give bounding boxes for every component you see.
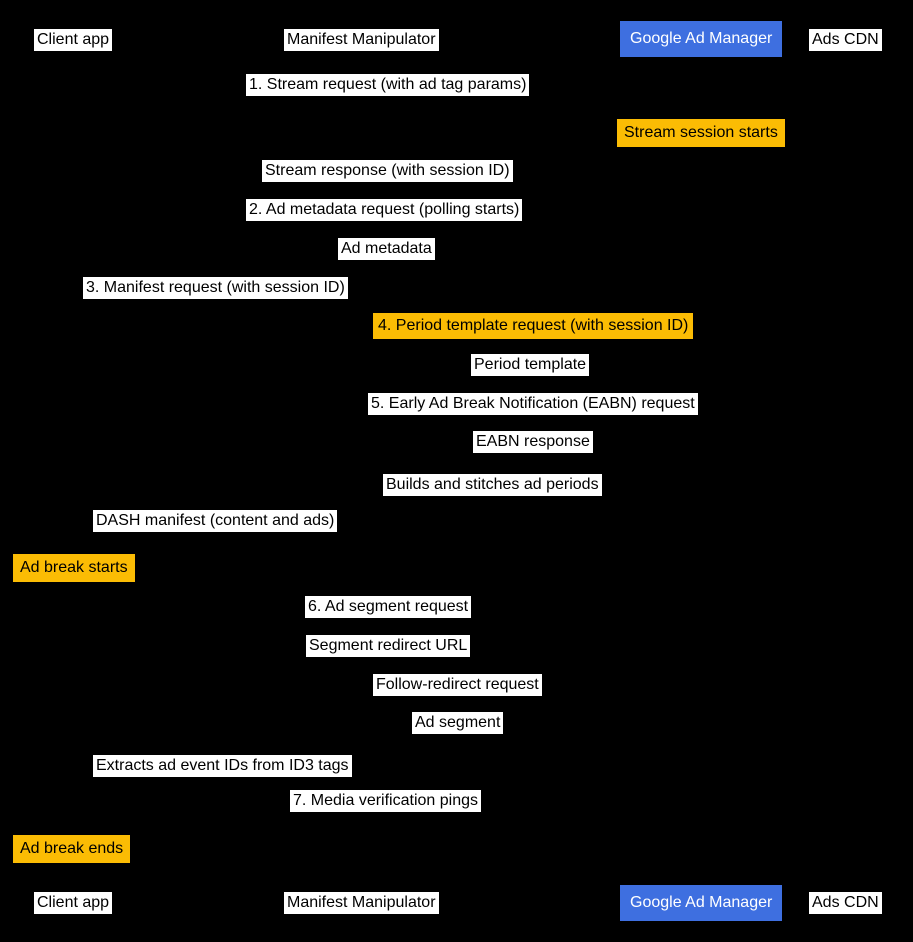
message-dash-manifest: DASH manifest (content and ads) [93,510,337,532]
actor-client-app-top: Client app [34,29,112,51]
note-ad-break-starts: Ad break starts [13,554,135,582]
message-follow-redirect-request: Follow-redirect request [373,674,542,696]
actor-google-ad-manager-bottom: Google Ad Manager [620,885,782,921]
message-stream-response: Stream response (with session ID) [262,160,513,182]
actor-google-ad-manager-top: Google Ad Manager [620,21,782,57]
actor-manifest-manipulator-top: Manifest Manipulator [284,29,439,51]
message-manifest-request: 3. Manifest request (with session ID) [83,277,348,299]
message-ad-metadata: Ad metadata [338,238,435,260]
message-period-template: Period template [471,354,589,376]
actor-manifest-manipulator-bottom: Manifest Manipulator [284,892,439,914]
actor-ads-cdn-bottom: Ads CDN [809,892,882,914]
message-eabn-request: 5. Early Ad Break Notification (EABN) request [368,393,698,415]
note-stream-session-starts: Stream session starts [617,119,785,147]
message-ad-segment: Ad segment [412,712,503,734]
actor-client-app-bottom: Client app [34,892,112,914]
message-eabn-response: EABN response [473,431,593,453]
message-ad-segment-request: 6. Ad segment request [305,596,471,618]
note-ad-break-ends: Ad break ends [13,835,130,863]
message-media-verification-pings: 7. Media verification pings [290,790,481,812]
actor-ads-cdn-top: Ads CDN [809,29,882,51]
message-ad-metadata-request: 2. Ad metadata request (polling starts) [246,199,522,221]
message-stream-request: 1. Stream request (with ad tag params) [246,74,529,96]
message-period-template-request: 4. Period template request (with session ID) [373,313,693,339]
message-segment-redirect-url: Segment redirect URL [306,635,470,657]
note-extracts-id3: Extracts ad event IDs from ID3 tags [93,755,352,777]
note-builds-and-stitches: Builds and stitches ad periods [383,474,602,496]
